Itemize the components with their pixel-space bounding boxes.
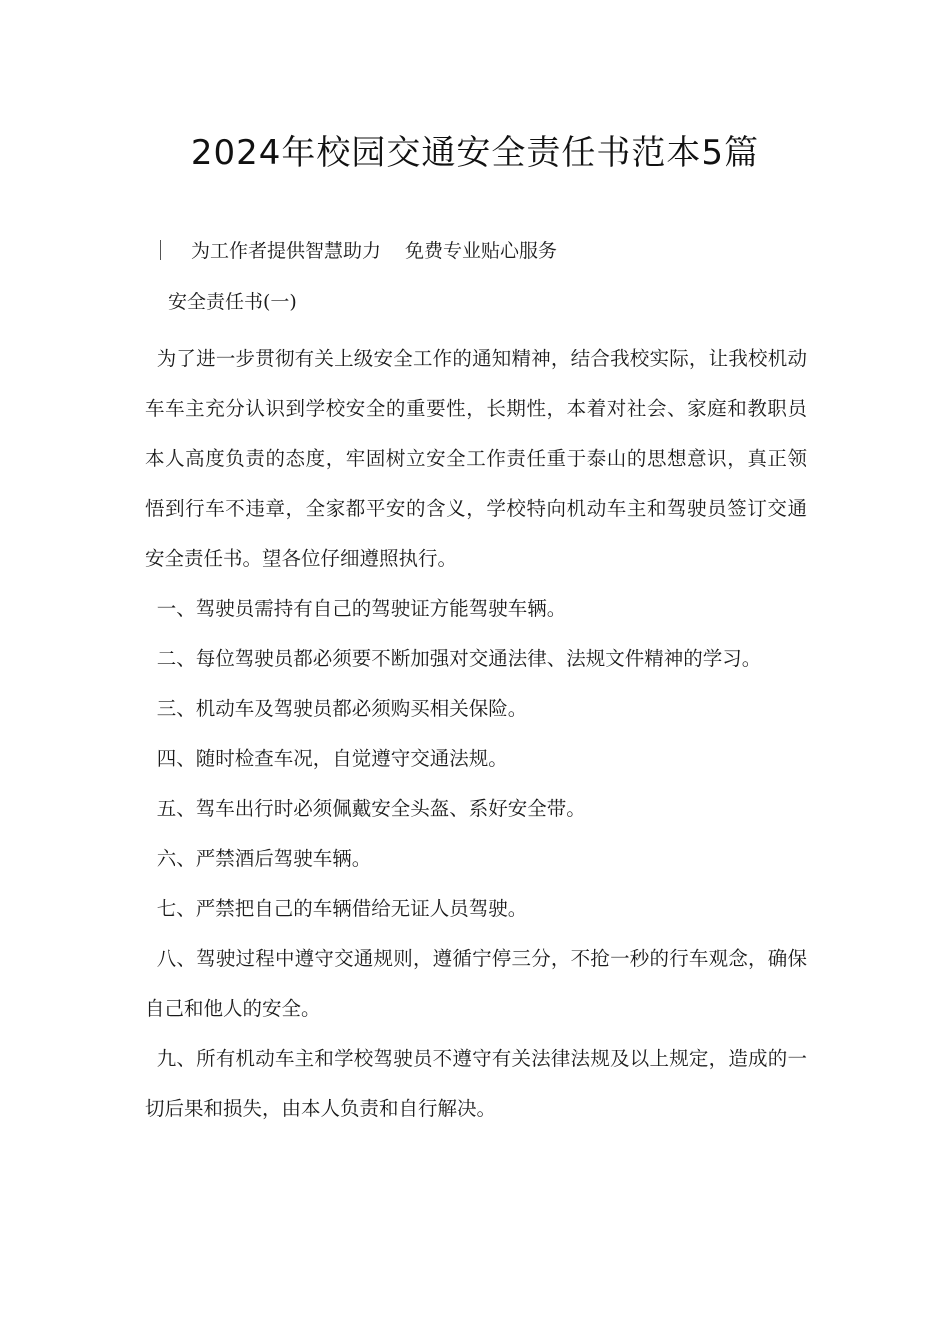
intro-paragraph: 为了进一步贯彻有关上级安全工作的通知精神，结合我校实际，让我校机动车车主充分认识到学校安全的重要性，长期性，本着对社会、家庭和教职员本人高度负责的态度，牢固树立安全工作责任重于泰山的思想意识，真正领悟到行车不违章，全家都平安的含义，学校特向机动车主和驾驶员签订交通安全责任书。望各位仔细遵照执行。 [145,347,807,570]
tagline-divider [160,240,161,260]
document-title: 2024年校园交通安全责任书范本5篇 [190,133,760,173]
clause-6: 六、严禁酒后驾驶车辆。 [156,847,372,870]
tagline [152,234,557,268]
clause-1: 一、驾驶员需持有自己的驾驶证方能驾驶车辆。 [156,597,567,620]
tagline-text-1: 为工作者提供智慧助力 [191,240,382,262]
clause-5: 五、驾车出行时必须佩戴安全头盔、系好安全带。 [156,797,586,820]
tagline-text-2: 免费专业贴心服务 [405,240,558,262]
document-body [145,334,807,1134]
section-heading: 安全责任书(一) [168,291,297,313]
clause-8: 八、驾驶过程中遵守交通规则，遵循宁停三分，不抢一秒的行车观念，确保自己和他人的安全。 [145,947,807,1020]
clause-2: 二、每位驾驶员都必须要不断加强对交通法律、法规文件精神的学习。 [156,647,762,670]
clause-4: 四、随时检查车况，自觉遵守交通法规。 [156,747,508,770]
clause-3: 三、机动车及驾驶员都必须购买相关保险。 [156,697,528,720]
clause-9: 九、所有机动车主和学校驾驶员不遵守有关法律法规及以上规定，造成的一切后果和损失，由本人负责和自行解决。 [145,1047,807,1120]
clause-7: 七、严禁把自己的车辆借给无证人员驾驶。 [156,897,528,920]
